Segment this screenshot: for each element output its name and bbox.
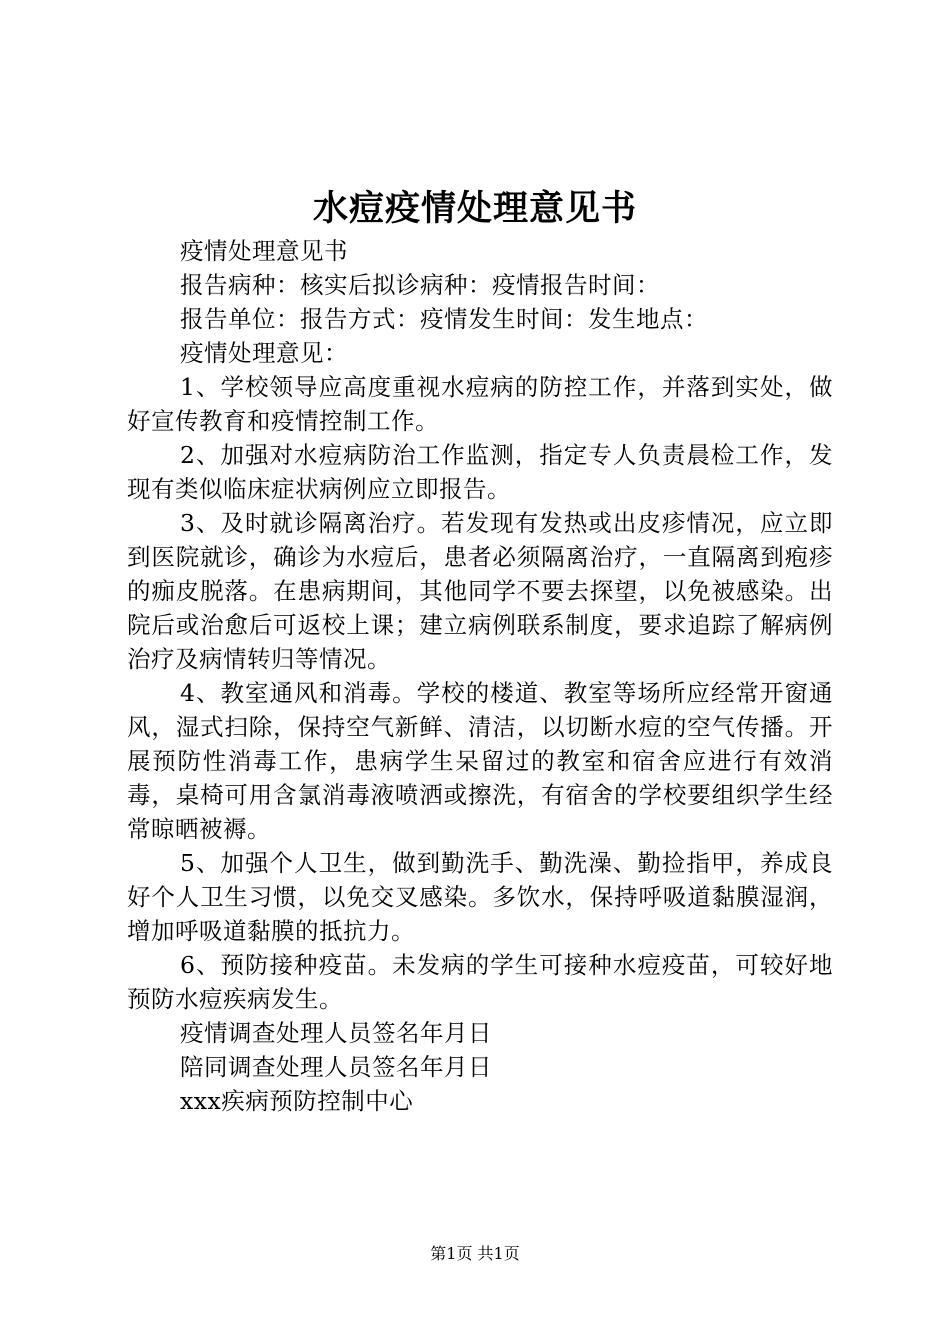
document-title: 水痘疫情处理意见书 [312, 188, 637, 229]
signature-line: 陪同调查处理人员签名年月日 [180, 1053, 492, 1081]
page-footer: 第1页 共1页 [430, 1244, 520, 1263]
document-body [127, 234, 833, 1118]
paragraph: 2、加强对水痘病防治工作监测，指定专人负责晨检工作，发现有类似临床症状病例应立即报告。 [127, 441, 833, 503]
paragraph: 疫情处理意见： [180, 339, 348, 367]
paragraph: 报告单位：报告方式：疫情发生时间：发生地点： [180, 305, 708, 333]
paragraph: 疫情处理意见书 [180, 237, 348, 265]
paragraph: 1、学校领导应高度重视水痘病的防控工作，并落到实处，做好宣传教育和疫情控制工作。 [127, 373, 833, 435]
paragraph: 6、预防接种疫苗。未发病的学生可接种水痘疫苗，可较好地预防水痘疾病发生。 [127, 951, 833, 1013]
paragraph: 3、及时就诊隔离治疗。若发现有发热或出皮疹情况，应立即到医院就诊，确诊为水痘后，患者必须隔离治疗，一直隔离到疱疹的痂皮脱落。在患病期间，其他同学不要去探望，以免被感染。出院后或治愈后可返校上课；建立病例联系制度，要求追踪了解病例治疗及病情转归等情况。 [127, 509, 833, 673]
paragraph: 4、教室通风和消毒。学校的楼道、教室等场所应经常开窗通风，湿式扫除，保持空气新鲜、清洁，以切断水痘的空气传播。开展预防性消毒工作，患病学生呆留过的教室和宿舍应进行有效消毒，桌椅可用含氯消毒液喷洒或擦洗，有宿舍的学校要组织学生经常晾晒被褥。 [127, 679, 833, 843]
issuing-organization: xxx疾病预防控制中心 [180, 1087, 414, 1115]
paragraph: 报告病种：核实后拟诊病种：疫情报告时间： [180, 271, 660, 299]
paragraph: 5、加强个人卫生，做到勤洗手、勤洗澡、勤捡指甲，养成良好个人卫生习惯，以免交叉感染。多饮水，保持呼吸道黏膜湿润，增加呼吸道黏膜的抵抗力。 [127, 849, 833, 945]
signature-line: 疫情调查处理人员签名年月日 [180, 1019, 492, 1047]
